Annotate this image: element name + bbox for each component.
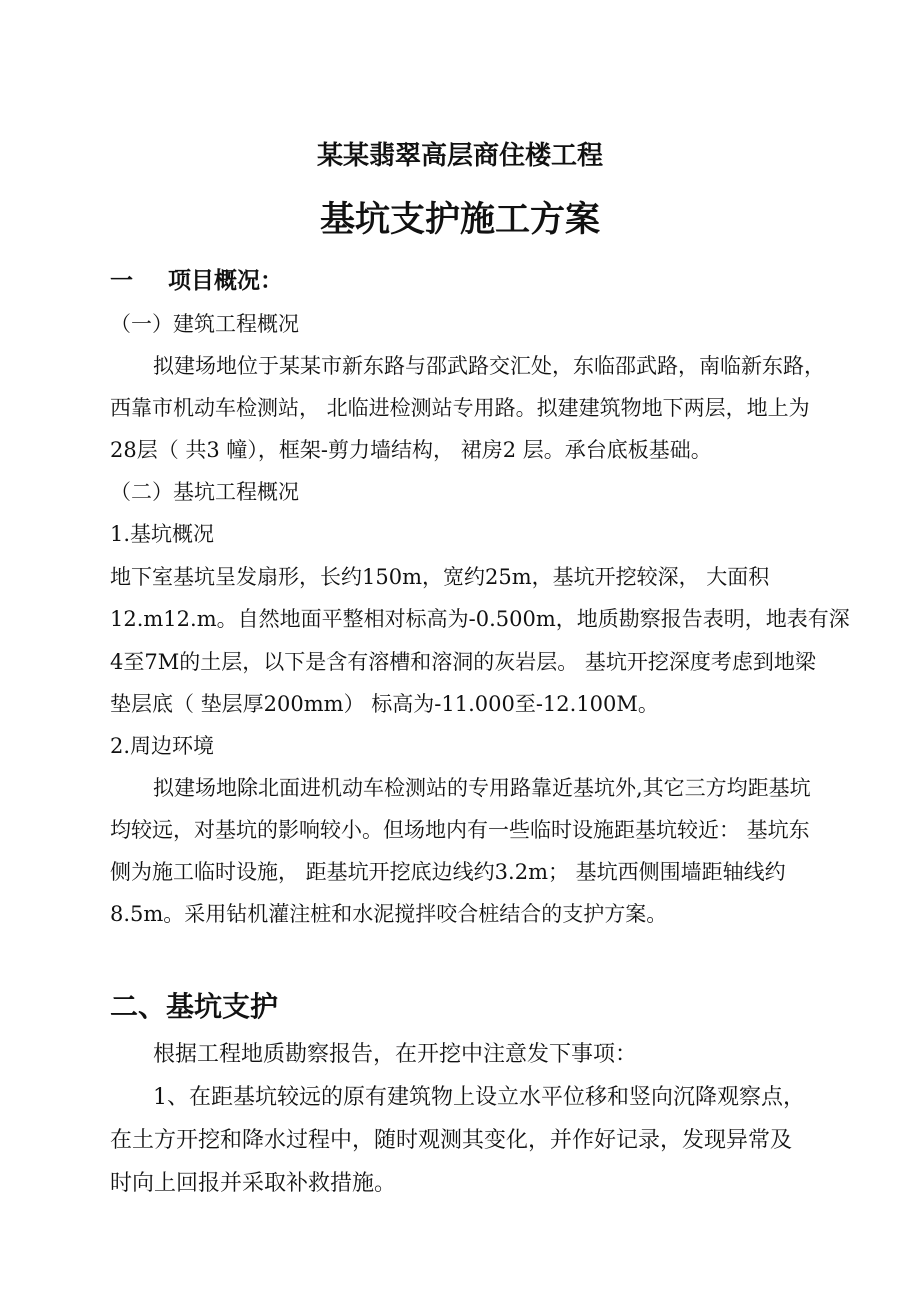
subsection-2-heading: （二）基坑工程概况 [110,480,299,504]
paragraph-line: 侧为施工临时设施， 距基坑开挖底边线约3.2m； 基坑西侧围墙距轴线约 [110,860,786,884]
paragraph-line: 西靠市机动车检测站， 北临进检测站专用路。拟建建筑物地下两层，地上为 [110,396,810,420]
paragraph-line: 在土方开挖和降水过程中，随时观测其变化，并作好记录，发现异常及 [110,1128,793,1153]
section-2-heading: 二、基坑支护 [110,990,279,1023]
paragraph-line: 根据工程地质勘察报告，在开挖中注意发下事项： [153,1042,638,1067]
paragraph-line: 地下室基坑呈发扇形，长约150m，宽约25m，基坑开挖较深， 大面积 [110,565,770,589]
document-title-project: 某某翡翠高层商住楼工程 [316,141,603,171]
paragraph-line: 12.m12.m。自然地面平整相对标高为-0.500m，地质勘察报告表明，地表有深 [110,607,850,631]
paragraph-line: 均较远，对基坑的影响较小。但场地内有一些临时设施距基坑较近： 基坑东 [110,818,810,842]
paragraph-line: 拟建场地除北面进机动车检测站的专用路靠近基坑外,其它三方均距基坑 [153,776,811,800]
subsection-1-heading: （一）建筑工程概况 [110,312,299,336]
paragraph-line: 时向上回报并采取补救措施。 [110,1171,397,1196]
item-1-heading: 1.基坑概况 [110,522,215,546]
paragraph-line: 1、在距基坑较远的原有建筑物上设立水平位移和竖向沉降观察点， [153,1085,805,1110]
paragraph-line: 8.5m。采用钻机灌注桩和水泥搅拌咬合桩结合的支护方案。 [110,902,668,926]
document-title-main: 基坑支护施工方案 [319,199,600,240]
section-1-heading [110,262,283,295]
paragraph-line: 垫层底（ 垫层厚200mm） 标高为-11.000至-12.100M。 [110,692,659,716]
section-1-title: 项目概况： [168,267,283,294]
section-1-number: 一 [110,267,133,294]
paragraph-line: 4至7M的土层，以下是含有溶槽和溶洞的灰岩层。 基坑开挖深度考虑到地梁 [110,650,816,674]
item-2-heading: 2.周边环境 [110,734,215,758]
paragraph-line: 拟建场地位于某某市新东路与邵武路交汇处，东临邵武路，南临新东路， [153,354,825,378]
paragraph-line: 28层（ 共3 幢），框架-剪力墙结构， 裙房2 层。承台底板基础。 [110,438,712,462]
